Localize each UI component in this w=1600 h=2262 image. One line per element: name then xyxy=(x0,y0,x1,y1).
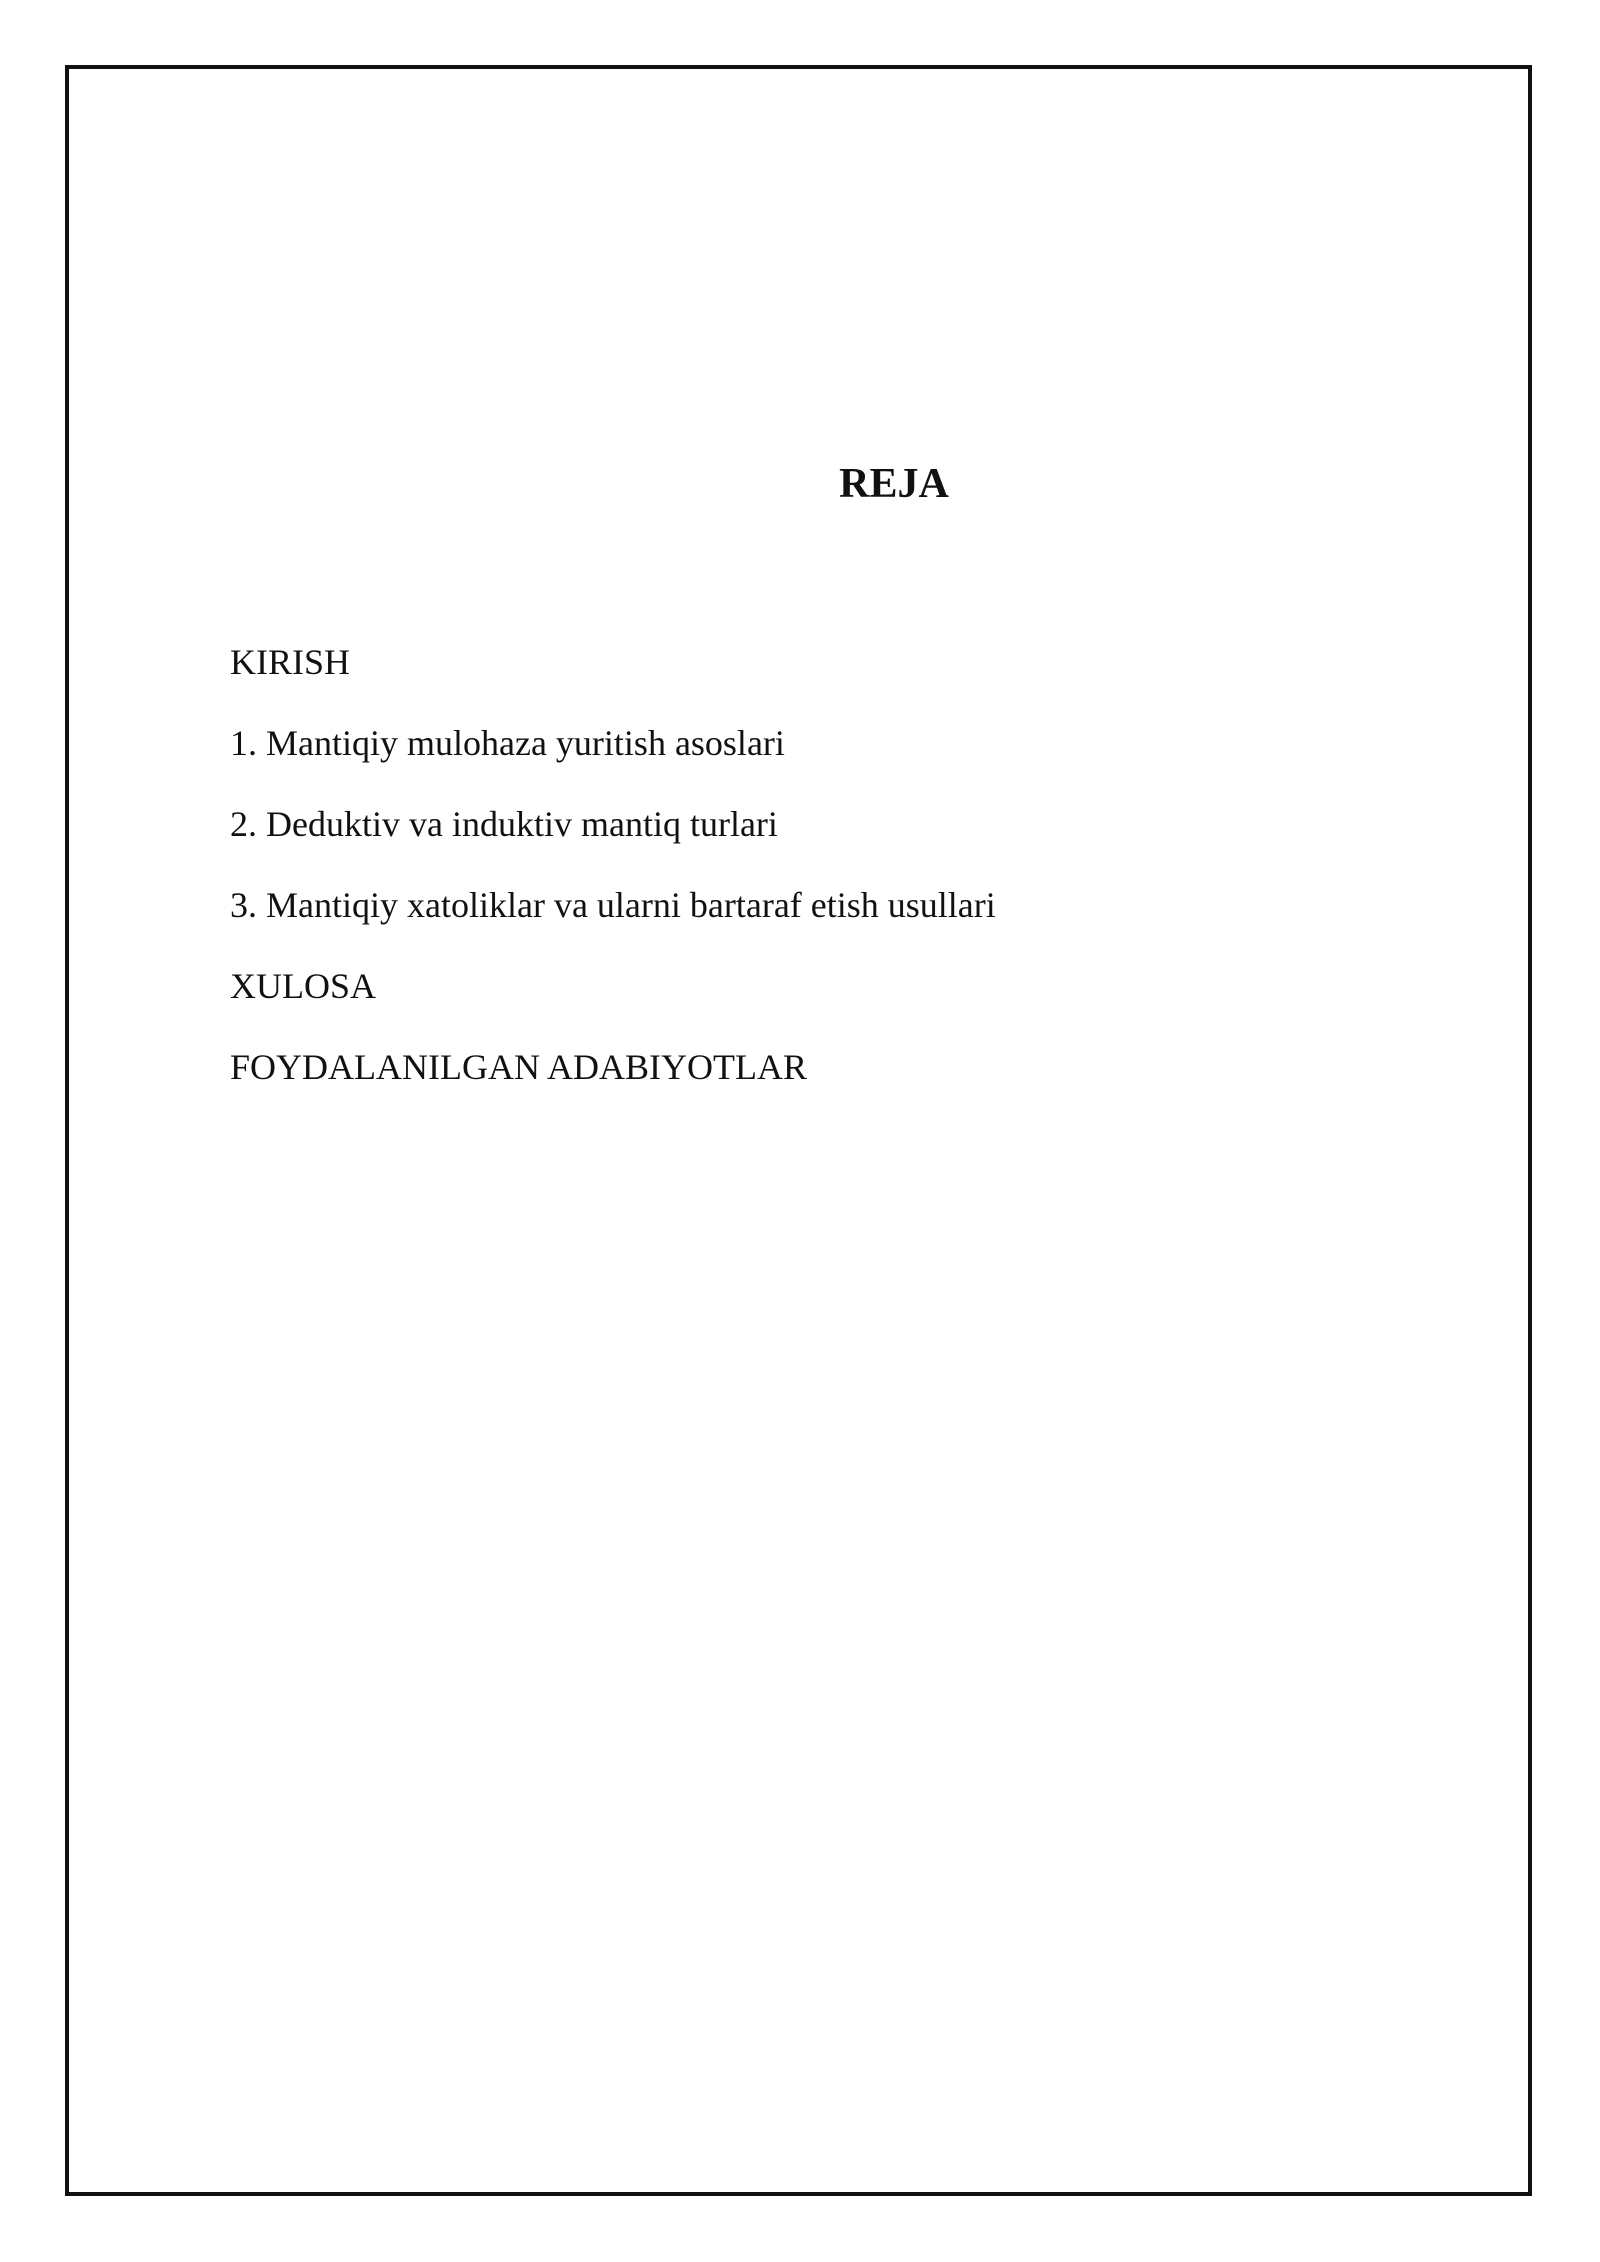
plan-item-3: 3. Mantiqiy xatoliklar va ularni bartaraf etish usullari xyxy=(230,885,996,925)
plan-item-2: 2. Deduktiv va induktiv mantiq turlari xyxy=(230,804,778,844)
plan-item-references: FOYDALANILGAN ADABIYOTLAR xyxy=(230,1047,807,1087)
plan-item-introduction: KIRISH xyxy=(230,642,351,682)
page-title: REJA xyxy=(839,461,949,507)
plan-item-conclusion: XULOSA xyxy=(230,966,377,1006)
plan-item-1: 1. Mantiqiy mulohaza yuritish asoslari xyxy=(230,723,785,763)
page-border xyxy=(65,65,1532,2196)
plan-list xyxy=(230,640,996,1126)
